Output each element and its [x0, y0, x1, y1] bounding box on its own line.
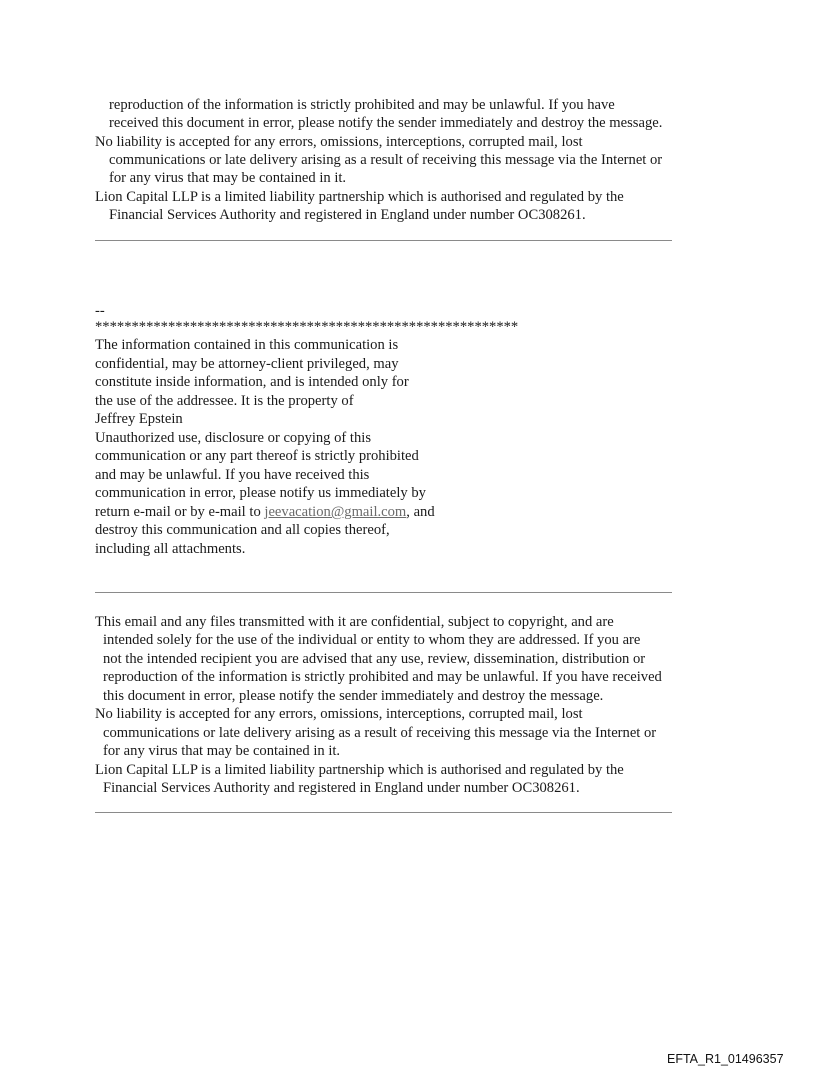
divider: [95, 812, 672, 813]
divider: [95, 592, 672, 593]
signature-email-line: [95, 503, 435, 521]
divider: [95, 240, 672, 241]
disclaimer-line: for any virus that may be contained in it.: [109, 170, 347, 186]
disclaimer-line: this document in error, please notify the sender immediately and destroy the message.: [103, 688, 604, 704]
disclaimer-line: No liability is accepted for any errors, omissions, interceptions, corrupted mail, lost: [95, 134, 583, 150]
signature-line: communication or any part thereof is strictly prohibited: [95, 448, 419, 464]
signature-line: the use of the addressee. It is the property of: [95, 393, 354, 409]
disclaimer-line: No liability is accepted for any errors, omissions, interceptions, corrupted mail, lost: [95, 706, 583, 722]
disclaimer-line: reproduction of the information is strictly prohibited and may be unlawful. If you have: [109, 97, 615, 113]
signature-asterisks: **********************************************************: [95, 319, 519, 335]
email-link[interactable]: jeevacation@gmail.com: [264, 504, 407, 520]
disclaimer-line: communications or late delivery arising as a result of receiving this message via the Internet or: [103, 725, 657, 741]
disclaimer-line: Financial Services Authority and registered in England under number OC308261.: [103, 780, 580, 796]
email-suffix: , and: [406, 504, 435, 520]
disclaimer-line: received this document in error, please notify the sender immediately and destroy the message.: [109, 115, 663, 131]
signature-line: including all attachments.: [95, 541, 246, 557]
signature-line: Unauthorized use, disclosure or copying of this: [95, 430, 372, 446]
signature-line: communication in error, please notify us immediately by: [95, 485, 426, 501]
signature-dashes: --: [95, 303, 105, 319]
disclaimer-line: communications or late delivery arising as a result of receiving this message via the Internet or: [109, 152, 663, 168]
disclaimer-line: Financial Services Authority and registered in England under number OC308261.: [109, 207, 586, 223]
disclaimer-line: not the intended recipient you are advised that any use, review, dissemination, distribution or: [103, 651, 646, 667]
signature-line: Jeffrey Epstein: [95, 411, 183, 427]
disclaimer-line: intended solely for the use of the individual or entity to whom they are addressed. If you are: [103, 632, 641, 648]
signature-line: constitute inside information, and is intended only for: [95, 374, 409, 390]
disclaimer-line: for any virus that may be contained in it.: [103, 743, 341, 759]
signature-line: and may be unlawful. If you have received this: [95, 467, 370, 483]
signature-line: confidential, may be attorney-client privileged, may: [95, 356, 399, 372]
disclaimer-line: reproduction of the information is strictly prohibited and may be unlawful. If you have received: [103, 669, 662, 685]
disclaimer-line: This email and any files transmitted with it are confidential, subject to copyright, and are: [95, 614, 614, 630]
email-prefix: return e-mail or by e-mail to: [95, 504, 265, 520]
disclaimer-line: Lion Capital LLP is a limited liability partnership which is authorised and regulated by the: [95, 762, 624, 778]
signature-line: The information contained in this communication is: [95, 337, 399, 353]
document-id: EFTA_R1_01496357: [667, 1052, 784, 1066]
signature-line: destroy this communication and all copies thereof,: [95, 522, 390, 538]
disclaimer-line: Lion Capital LLP is a limited liability partnership which is authorised and regulated by the: [95, 189, 624, 205]
